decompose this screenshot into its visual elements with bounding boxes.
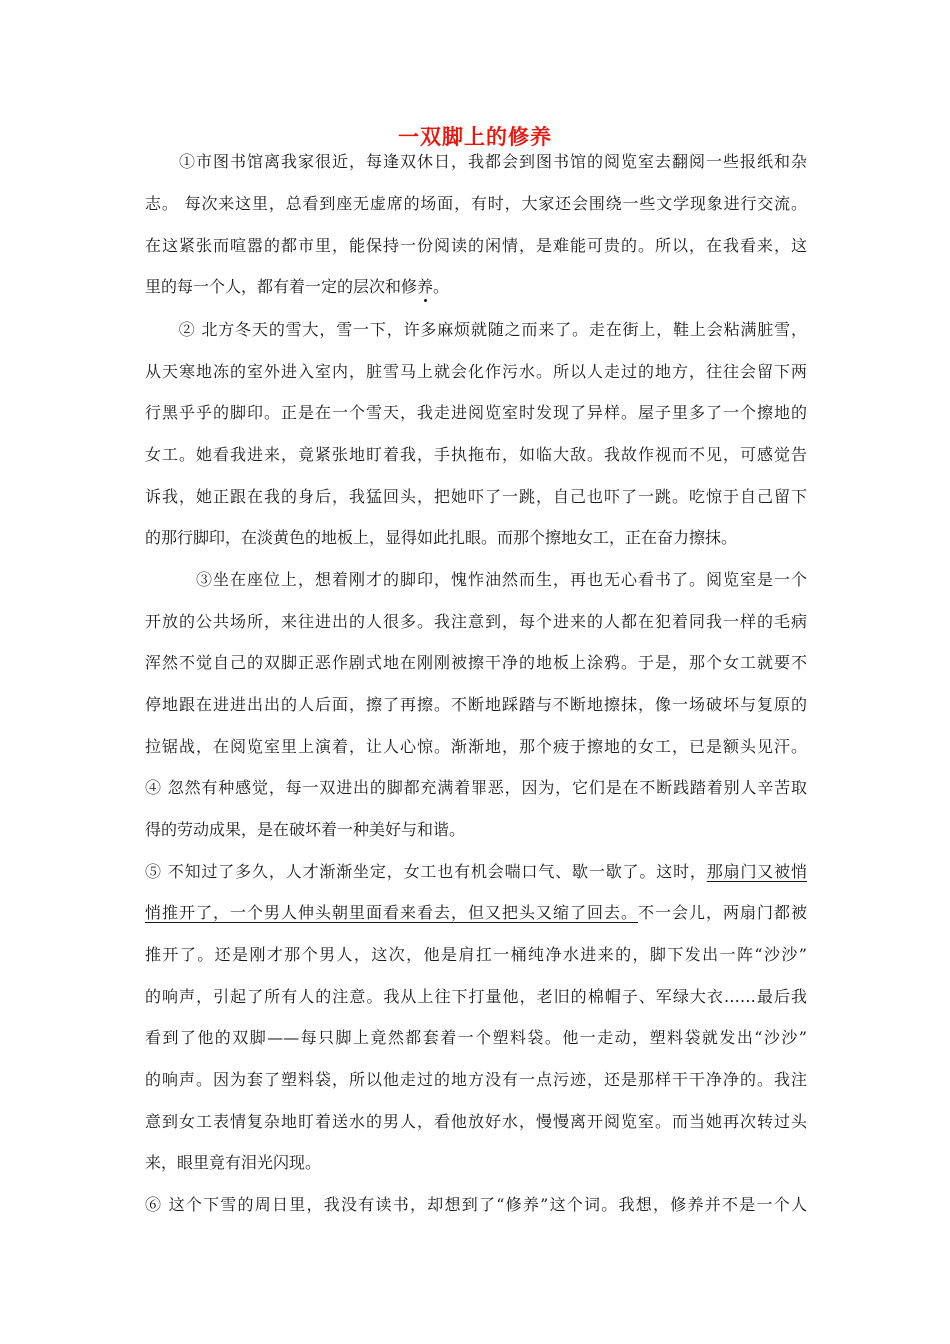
text-line: [145, 651, 807, 675]
emphasis-dot-char: 养: [417, 277, 434, 296]
text-line: [145, 776, 807, 800]
line-text: 拉锯战，在阅览室里上演着，让人心惊。渐渐地，那个疲于擦地的女工，已是额头见汗。: [145, 737, 807, 756]
text-line: [145, 1193, 807, 1217]
line-text: ④ 忽然有种感觉，每一双进出的脚都充满着罪恶，因为，它们是在不断践踏着别人辛苦取: [145, 778, 807, 797]
line-text: 来，眼里竟有泪光闪现。: [145, 1153, 322, 1172]
line-text: 的响声，引起了所有人的注意。我从上往下打量他，老旧的棉帽子、军绿大衣……最后我: [145, 987, 807, 1006]
line-text: 在这紧张而喧嚣的都市里，能保持一份阅读的闲情，是难能可贵的。所以，在我看来，这: [145, 236, 807, 255]
text-line: [145, 275, 807, 299]
line-text: ⑥ 这个下雪的周日里，我没有读书，却想到了“修养”这个词。我想，修养并不是一个人: [145, 1195, 807, 1214]
text-line: [145, 526, 807, 550]
line-text: 开放的公共场所，来往进出的人很多。我注意到，每个进来的人都在犯着同我一样的毛病: [145, 612, 807, 631]
text-line: [145, 610, 807, 634]
line-text: 。: [433, 277, 450, 296]
text-line: [145, 693, 807, 717]
underlined-text: 悄推开了，一个男人伸头朝里面看来看去，但又把头又缩了回去。: [145, 903, 638, 922]
text-line: [145, 318, 807, 342]
text-line: [145, 985, 807, 1009]
line-text: 诉我，她正跟在我的身后，我猛回头，把她吓了一跳，自己也吓了一跳。吃惊于自己留下: [145, 487, 807, 506]
line-text: 里的每一个人，都有着一定的层次和修: [145, 277, 418, 296]
text-line: [145, 360, 807, 384]
line-text: 女工。她看我进来，竟紧张地盯着我，手执拖布，如临大敌。我故作视而不见，可感觉告: [145, 445, 807, 464]
line-text: ② 北方冬天的雪大，雪一下，许多麻烦就随之而来了。走在街上，鞋上会粘满脏雪，: [145, 320, 807, 339]
text-line: [145, 901, 807, 925]
line-text: ①市图书馆离我家很近，每逢双休日，我都会到图书馆的阅览室去翻阅一些报纸和杂: [145, 152, 807, 171]
line-text: 从天寒地冻的室外进入室内，脏雪马上就会化作污水。所以人走过的地方，往往会留下两: [145, 362, 807, 381]
text-line: [145, 735, 807, 759]
text-line: [145, 1026, 807, 1050]
line-text: 得的劳动成果，是在破坏着一种美好与和谐。: [145, 820, 466, 839]
text-line: [145, 1068, 807, 1092]
text-line: [145, 568, 807, 592]
text-line: [145, 485, 807, 509]
line-text: 的那行脚印，在淡黄色的地板上，显得如此扎眼。而那个擦地女工，正在奋力擦抹。: [145, 528, 738, 547]
text-line: [145, 150, 807, 174]
line-text: 意到女工表情复杂地盯着送水的男人，看他放好水，慢慢离开阅览室。而当她再次转过头: [145, 1112, 807, 1131]
line-text: ⑤ 不知过了多久，人才渐渐坐定，女工也有机会喘口气、歇一歇了。这时，: [145, 862, 707, 881]
line-text: 浑然不觉自己的双脚正恶作剧式地在刚刚被擦干净的地板上涂鸦。于是，那个女工就要不: [145, 653, 807, 672]
document-title: 一双脚上的修养: [398, 125, 552, 149]
text-line: [145, 1151, 807, 1175]
line-text: 的响声。因为套了塑料袋，所以他走过的地方没有一点污迹，还是那样干干净净的。我注: [145, 1070, 807, 1089]
text-line: [145, 443, 807, 467]
line-text: 志。 每次来这里，总看到座无虚席的场面，有时，大家还会围绕一些文学现象进行交流。: [145, 194, 807, 213]
line-text: 不一会儿，两扇门都被: [637, 903, 807, 922]
underlined-text: 那扇门又被悄: [706, 862, 807, 881]
text-line: [145, 192, 807, 216]
text-line: [145, 401, 807, 425]
text-line: [145, 1110, 807, 1134]
text-line: [145, 234, 807, 258]
text-line: [145, 818, 807, 842]
line-text: ③坐在座位上，想着刚才的脚印，愧怍油然而生，再也无心看书了。阅览室是一个: [145, 570, 807, 589]
line-text: 停地跟在进进出出的人后面，擦了再擦。不断地踩踏与不断地擦抹，像一场破坏与复原的: [145, 695, 807, 714]
text-line: [145, 943, 807, 967]
line-text: 推开了。还是刚才那个男人，这次，他是肩扛一桶纯净水进来的，脚下发出一阵“沙沙”: [145, 945, 807, 964]
text-line: [145, 860, 807, 884]
line-text: 看到了他的双脚——每只脚上竟然都套着一个塑料袋。他一走动，塑料袋就发出“沙沙”: [145, 1028, 807, 1047]
line-text: 行黑乎乎的脚印。正是在一个雪天，我走进阅览室时发现了异样。屋子里多了一个擦地的: [145, 403, 807, 422]
